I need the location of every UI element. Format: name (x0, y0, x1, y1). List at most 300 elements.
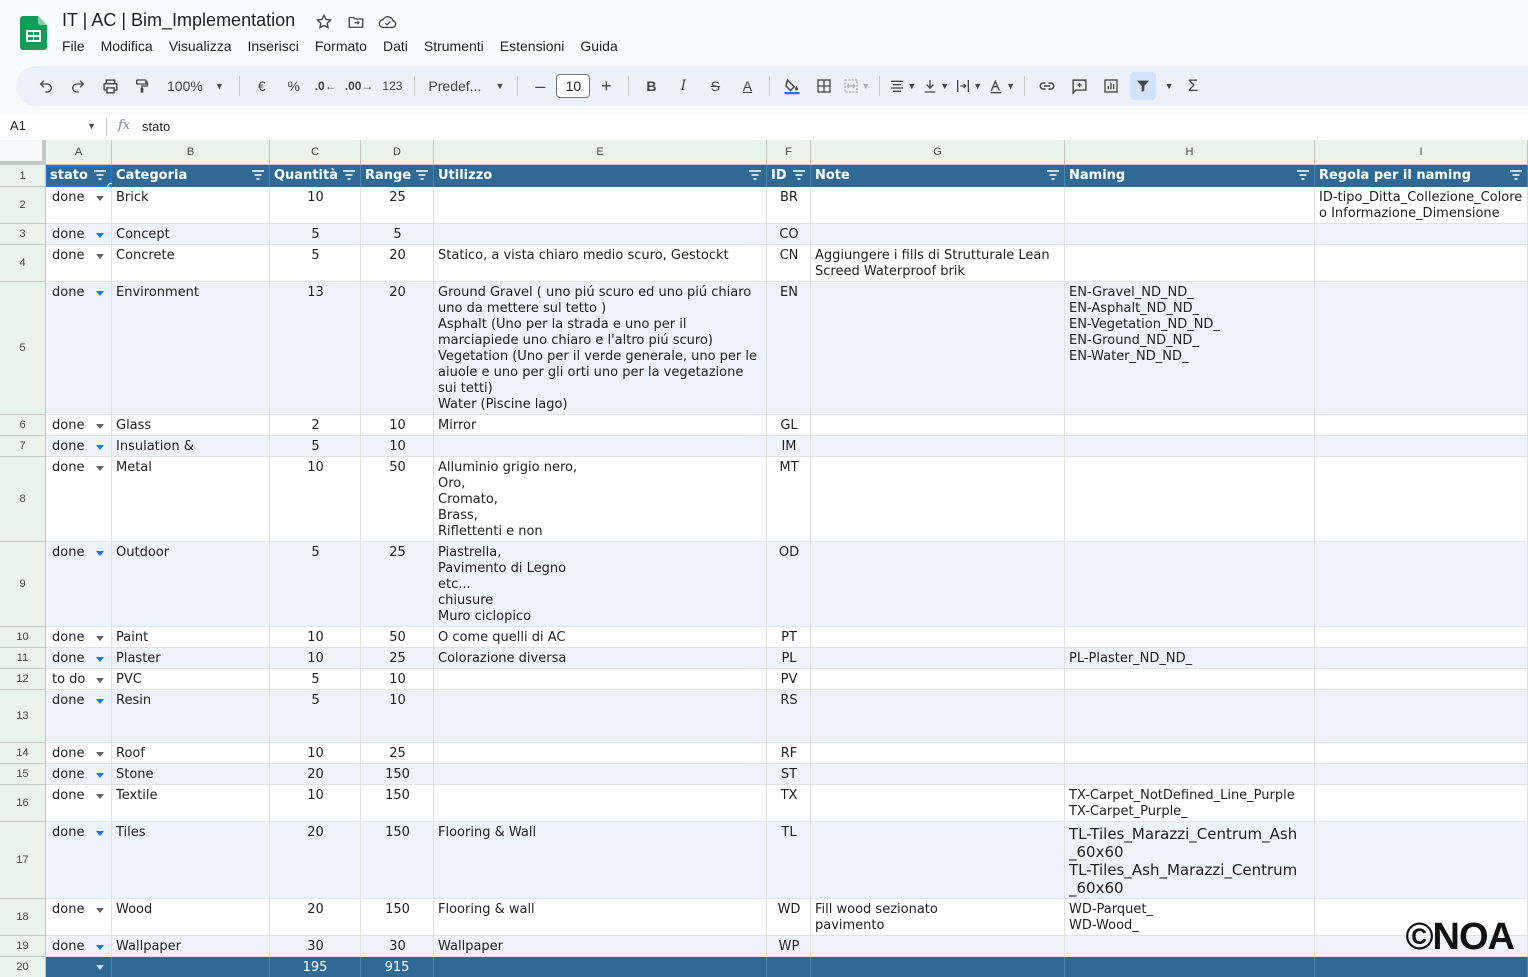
paint-format-icon[interactable] (129, 72, 155, 100)
cell-categoria[interactable]: Brick (112, 187, 270, 224)
cell-utilizzo[interactable]: Ground Gravel ( uno piú scuro ed uno piú chiaro uno da mettere sul tetto ) Asphalt (Uno per la strada e uno per il marciapiede uno chiaro e l'altro piú scuro) Vegetation (Uno per il verde generale, uno per le aiuole e uno per gli orti uno per la vegetazione sui tetti) Water (Piscine lago) (434, 282, 767, 415)
cell-utilizzo[interactable]: Flooring & wall (434, 899, 767, 936)
cell-note[interactable]: Aggiungere i fills di Strutturale Lean Screed Waterproof brik (811, 245, 1065, 282)
formula-input[interactable]: stato (142, 119, 171, 134)
cell-quantita[interactable]: 20 (270, 822, 361, 899)
filter-icon[interactable] (1297, 170, 1309, 180)
cell-id[interactable]: PV (767, 669, 811, 690)
cell-regola[interactable]: ID-tipo_Ditta_Collezione_Colore o Informazione_Dimensione (1315, 187, 1528, 224)
cell-id[interactable]: RF (767, 743, 811, 764)
cell-range[interactable]: 10 (361, 436, 434, 457)
text-wrapping-icon[interactable] (955, 72, 982, 100)
cell-naming[interactable]: WD-Parquet_ WD-Wood_ (1065, 899, 1315, 936)
total-cell-quantita[interactable]: 195 (270, 957, 361, 977)
cell-quantita[interactable]: 13 (270, 282, 361, 415)
cell-quantita[interactable]: 5 (270, 224, 361, 245)
dropdown-arrow-icon[interactable] (96, 773, 104, 778)
cell-naming[interactable]: PL-Plaster_ND_ND_ (1065, 648, 1315, 669)
row-header[interactable]: 2 (0, 187, 46, 224)
cell-categoria[interactable]: Roof (112, 743, 270, 764)
cell-note[interactable] (811, 785, 1065, 822)
cell-id[interactable]: BR (767, 187, 811, 224)
cell-id[interactable]: ST (767, 764, 811, 785)
column-header-g[interactable]: G (811, 140, 1065, 165)
menu-file[interactable]: File (62, 38, 85, 54)
cell-categoria[interactable]: PVC (112, 669, 270, 690)
dropdown-arrow-icon[interactable] (96, 466, 104, 471)
insert-link-icon[interactable] (1034, 72, 1060, 100)
redo-icon[interactable] (65, 72, 91, 100)
cell-naming[interactable] (1065, 627, 1315, 648)
name-box-value: A1 (10, 118, 26, 133)
row-header[interactable]: 12 (0, 669, 46, 690)
cell-stato[interactable] (46, 245, 112, 282)
cell-stato[interactable] (46, 936, 112, 957)
cell-id[interactable]: PT (767, 627, 811, 648)
filter-icon[interactable] (1130, 72, 1156, 100)
cell-naming[interactable] (1065, 690, 1315, 743)
filter-icon[interactable] (343, 170, 355, 180)
row-header[interactable]: 19 (0, 936, 46, 957)
row-header[interactable]: 18 (0, 899, 46, 936)
dropdown-arrow-icon[interactable] (96, 196, 104, 201)
total-cell-range[interactable]: 915 (361, 957, 434, 977)
cell-categoria[interactable]: Insulation & (112, 436, 270, 457)
dropdown-arrow-icon[interactable] (96, 908, 104, 913)
cell-naming[interactable] (1065, 436, 1315, 457)
cell-categoria[interactable]: Wallpaper (112, 936, 270, 957)
chevron-down-icon: ▼ (907, 81, 917, 91)
header-cell-categoria[interactable] (112, 165, 270, 187)
cell-categoria[interactable]: Tiles (112, 822, 270, 899)
cell-stato[interactable] (46, 648, 112, 669)
cell-categoria[interactable]: Environment (112, 282, 270, 415)
strikethrough-button[interactable]: S (710, 78, 721, 94)
header-cell-quantita[interactable] (270, 165, 361, 187)
cell-regola[interactable] (1315, 415, 1528, 436)
cell-stato[interactable] (46, 457, 112, 542)
total-cell-note[interactable] (811, 957, 1065, 977)
filter-views-icon[interactable] (1162, 72, 1174, 100)
cell-categoria[interactable]: Stone (112, 764, 270, 785)
status-value: done (52, 190, 85, 205)
text-color-button[interactable]: A (742, 78, 753, 94)
cell-quantita[interactable]: 5 (270, 669, 361, 690)
cell-naming[interactable]: TX-Carpet_NotDefined_Line_Purple TX-Carpet_Purple_ (1065, 785, 1315, 822)
cell-quantita[interactable]: 10 (270, 457, 361, 542)
filter-icon[interactable] (793, 170, 805, 180)
status-value: done (52, 248, 85, 263)
dropdown-arrow-icon[interactable] (96, 965, 104, 970)
star-icon[interactable] (314, 12, 334, 32)
column-header-a[interactable]: A (46, 140, 112, 165)
cell-range[interactable]: 25 (361, 743, 434, 764)
cell-range[interactable]: 20 (361, 282, 434, 415)
cell-stato[interactable] (46, 899, 112, 936)
row-header[interactable]: 20 (0, 957, 46, 977)
cell-quantita[interactable]: 5 (270, 690, 361, 743)
cell-range[interactable]: 20 (361, 245, 434, 282)
cell-range[interactable]: 25 (361, 648, 434, 669)
cell-categoria[interactable]: Plaster (112, 648, 270, 669)
cell-id[interactable]: CO (767, 224, 811, 245)
cell-categoria[interactable]: Metal (112, 457, 270, 542)
total-cell-id[interactable] (767, 957, 811, 977)
status-value: done (52, 693, 85, 708)
cell-stato[interactable] (46, 764, 112, 785)
header-cell-range[interactable] (361, 165, 434, 187)
cell-regola[interactable] (1315, 436, 1528, 457)
cell-naming[interactable] (1065, 224, 1315, 245)
cell-categoria[interactable]: Paint (112, 627, 270, 648)
cell-stato[interactable] (46, 743, 112, 764)
cell-note[interactable] (811, 415, 1065, 436)
cell-quantita[interactable]: 5 (270, 245, 361, 282)
row-header[interactable]: 1 (0, 165, 46, 187)
cell-note[interactable] (811, 224, 1065, 245)
menu-bar (54, 36, 626, 56)
cell-categoria[interactable]: Concept (112, 224, 270, 245)
cell-categoria[interactable]: Wood (112, 899, 270, 936)
cell-utilizzo[interactable]: Colorazione diversa (434, 648, 767, 669)
row-header[interactable]: 5 (0, 282, 46, 415)
dropdown-arrow-icon[interactable] (96, 657, 104, 662)
menu-guida[interactable]: Guida (580, 38, 618, 54)
cell-stato[interactable] (46, 542, 112, 627)
dropdown-arrow-icon[interactable] (96, 291, 104, 296)
column-header-c[interactable]: C (270, 140, 361, 165)
decrease-decimal-button[interactable] (313, 72, 339, 100)
cell-note[interactable] (811, 436, 1065, 457)
vertical-align-icon[interactable] (922, 72, 949, 100)
dropdown-arrow-icon[interactable] (96, 678, 104, 683)
merge-cells-icon[interactable] (843, 72, 870, 100)
cell-id[interactable]: TX (767, 785, 811, 822)
cell-categoria[interactable]: Glass (112, 415, 270, 436)
menu-formato[interactable]: Formato (314, 38, 367, 54)
menu-estensioni[interactable]: Estensioni (499, 38, 565, 54)
cell-utilizzo[interactable]: Alluminio grigio nero, Oro, Cromato, Brass, Riflettenti e non (434, 457, 767, 542)
cell-naming[interactable] (1065, 542, 1315, 627)
row-header[interactable]: 3 (0, 224, 46, 245)
dropdown-arrow-icon[interactable] (96, 551, 104, 556)
cell-range[interactable]: 150 (361, 785, 434, 822)
cell-range[interactable]: 5 (361, 224, 434, 245)
cell-utilizzo[interactable]: O come quelli di AC (434, 627, 767, 648)
column-header-i[interactable]: I (1315, 140, 1528, 165)
cell-note[interactable]: Fill wood sezionato pavimento (811, 899, 1065, 936)
cell-stato[interactable] (46, 785, 112, 822)
header-cell-note[interactable] (811, 165, 1065, 187)
cell-stato[interactable] (46, 669, 112, 690)
cell-note[interactable] (811, 627, 1065, 648)
cell-id[interactable]: RS (767, 690, 811, 743)
cell-regola[interactable] (1315, 542, 1528, 627)
column-header-e[interactable]: E (434, 140, 767, 165)
name-box[interactable] (10, 118, 96, 133)
filter-icon[interactable] (94, 170, 106, 180)
row-header[interactable]: 16 (0, 785, 46, 822)
cell-quantita[interactable]: 20 (270, 899, 361, 936)
menu-inserisci[interactable]: Inserisci (247, 38, 299, 54)
currency-format-button[interactable]: € (257, 78, 266, 94)
cell-stato[interactable] (46, 627, 112, 648)
cell-note[interactable] (811, 187, 1065, 224)
cell-id[interactable]: MT (767, 457, 811, 542)
cell-quantita[interactable]: 2 (270, 415, 361, 436)
increase-decimal-button[interactable] (345, 72, 374, 100)
row-header[interactable]: 9 (0, 542, 46, 627)
cell-regola[interactable] (1315, 282, 1528, 415)
cell-stato[interactable] (46, 415, 112, 436)
cell-regola[interactable] (1315, 743, 1528, 764)
cell-regola[interactable] (1315, 457, 1528, 542)
cell-range[interactable]: 50 (361, 627, 434, 648)
cell-note[interactable] (811, 542, 1065, 627)
spreadsheet-grid[interactable] (0, 140, 1528, 977)
cell-id[interactable]: PL (767, 648, 811, 669)
cell-quantita[interactable]: 5 (270, 542, 361, 627)
cell-naming[interactable]: EN-Gravel_ND_ND_ EN-Asphalt_ND_ND_ EN-Vegetation_ND_ND_ EN-Ground_ND_ND_ EN-Water_ND_ND_ (1065, 282, 1315, 415)
insert-chart-icon[interactable] (1098, 72, 1124, 100)
cell-note[interactable] (811, 457, 1065, 542)
cell-quantita[interactable]: 10 (270, 785, 361, 822)
dropdown-arrow-icon[interactable] (96, 752, 104, 757)
cell-utilizzo[interactable] (434, 669, 767, 690)
cell-regola[interactable] (1315, 224, 1528, 245)
total-cell-utilizzo[interactable] (434, 957, 767, 977)
cell-utilizzo[interactable] (434, 743, 767, 764)
decrease-font-size-button[interactable]: – (535, 75, 546, 96)
cell-stato[interactable] (46, 224, 112, 245)
dropdown-arrow-icon[interactable] (96, 699, 104, 704)
menu-dati[interactable]: Dati (382, 38, 408, 54)
menu-visualizza[interactable]: Visualizza (168, 38, 232, 54)
row-header[interactable]: 15 (0, 764, 46, 785)
horizontal-align-icon[interactable] (889, 72, 916, 100)
move-folder-icon[interactable] (346, 12, 366, 32)
cell-range[interactable]: 10 (361, 690, 434, 743)
total-cell-categoria[interactable] (112, 957, 270, 977)
cell-categoria[interactable]: Resin (112, 690, 270, 743)
total-cell-stato[interactable] (46, 957, 112, 977)
total-cell-naming[interactable] (1065, 957, 1315, 977)
cell-id[interactable]: IM (767, 436, 811, 457)
cell-range[interactable]: 10 (361, 415, 434, 436)
cell-naming[interactable] (1065, 743, 1315, 764)
filter-icon[interactable] (252, 170, 264, 180)
cell-note[interactable] (811, 743, 1065, 764)
cell-regola[interactable] (1315, 245, 1528, 282)
cell-range[interactable]: 150 (361, 822, 434, 899)
header-label: Range (365, 168, 412, 183)
cell-note[interactable] (811, 822, 1065, 899)
cell-regola[interactable] (1315, 690, 1528, 743)
menu-modifica[interactable]: Modifica (100, 38, 153, 54)
cell-id[interactable]: WD (767, 899, 811, 936)
cell-utilizzo[interactable] (434, 187, 767, 224)
cloud-status-icon[interactable] (378, 12, 398, 32)
bold-button[interactable]: B (646, 78, 657, 94)
cell-utilizzo[interactable] (434, 785, 767, 822)
cell-categoria[interactable]: Concrete (112, 245, 270, 282)
title-bar (0, 0, 1528, 64)
cell-note[interactable] (811, 764, 1065, 785)
cell-utilizzo[interactable]: Mirror (434, 415, 767, 436)
cell-quantita[interactable]: 10 (270, 743, 361, 764)
cell-naming[interactable] (1065, 764, 1315, 785)
cell-stato[interactable] (46, 690, 112, 743)
header-cell-naming[interactable] (1065, 165, 1315, 187)
status-value: done (52, 902, 85, 917)
total-cell-regola[interactable] (1315, 957, 1528, 977)
cell-categoria[interactable]: Textile (112, 785, 270, 822)
cell-utilizzo[interactable] (434, 764, 767, 785)
dropdown-arrow-icon[interactable] (96, 831, 104, 836)
row-header[interactable]: 13 (0, 690, 46, 743)
cell-stato[interactable] (46, 282, 112, 415)
document-title[interactable]: IT | AC | Bim_Implementation (62, 10, 296, 30)
font-family-value: Predef... (428, 78, 482, 94)
cell-categoria[interactable]: Outdoor (112, 542, 270, 627)
row-header[interactable]: 4 (0, 245, 46, 282)
column-header-f[interactable]: F (767, 140, 811, 165)
row-header[interactable]: 6 (0, 415, 46, 436)
column-header-b[interactable]: B (112, 140, 270, 165)
fill-color-icon[interactable] (779, 72, 805, 100)
cell-quantita[interactable]: 30 (270, 936, 361, 957)
sheets-logo-icon[interactable] (20, 16, 47, 50)
more-formats-button[interactable]: 123 (382, 79, 403, 93)
row-header[interactable]: 14 (0, 743, 46, 764)
filter-icon[interactable] (1510, 170, 1522, 180)
cell-range[interactable]: 30 (361, 936, 434, 957)
cell-note[interactable] (811, 669, 1065, 690)
cell-stato[interactable] (46, 436, 112, 457)
cell-regola[interactable] (1315, 822, 1528, 899)
menu-strumenti[interactable]: Strumenti (423, 38, 484, 54)
cell-utilizzo[interactable]: Piastrella, Pavimento di Legno etc... chiusure Muro ciclopico (434, 542, 767, 627)
cell-note[interactable] (811, 648, 1065, 669)
cell-regola[interactable] (1315, 627, 1528, 648)
cell-naming[interactable] (1065, 187, 1315, 224)
cell-range[interactable]: 25 (361, 187, 434, 224)
cell-quantita[interactable]: 20 (270, 764, 361, 785)
cell-range[interactable]: 150 (361, 764, 434, 785)
cell-range[interactable]: 150 (361, 899, 434, 936)
dropdown-arrow-icon[interactable] (96, 424, 104, 429)
cell-naming[interactable] (1065, 245, 1315, 282)
cell-utilizzo[interactable]: Wallpaper (434, 936, 767, 957)
dropdown-arrow-icon[interactable] (96, 445, 104, 450)
cell-utilizzo[interactable] (434, 690, 767, 743)
header-cell-regola[interactable] (1315, 165, 1528, 187)
cell-id[interactable]: EN (767, 282, 811, 415)
status-value: done (52, 788, 85, 803)
cell-quantita[interactable]: 10 (270, 187, 361, 224)
font-size-input[interactable]: 10 (556, 74, 590, 98)
filter-icon[interactable] (749, 170, 761, 180)
cell-regola[interactable] (1315, 764, 1528, 785)
header-cell-utilizzo[interactable] (434, 165, 767, 187)
functions-icon[interactable]: Σ (1187, 76, 1199, 95)
cell-regola[interactable] (1315, 669, 1528, 690)
cell-note[interactable] (811, 936, 1065, 957)
cell-quantita[interactable]: 5 (270, 436, 361, 457)
borders-icon[interactable] (811, 72, 837, 100)
cell-note[interactable] (811, 690, 1065, 743)
header-cell-stato[interactable] (46, 165, 112, 187)
cell-naming[interactable] (1065, 936, 1315, 957)
select-all-corner[interactable] (0, 140, 46, 165)
dropdown-arrow-icon[interactable] (96, 636, 104, 641)
row-header[interactable]: 17 (0, 822, 46, 899)
formula-bar (0, 114, 1528, 140)
cell-naming[interactable] (1065, 457, 1315, 542)
cell-utilizzo[interactable] (434, 436, 767, 457)
cell-note[interactable] (811, 282, 1065, 415)
cell-id[interactable]: GL (767, 415, 811, 436)
cell-naming[interactable] (1065, 669, 1315, 690)
column-header-d[interactable]: D (361, 140, 434, 165)
font-family-select[interactable] (424, 72, 508, 100)
cell-id[interactable]: WP (767, 936, 811, 957)
cell-regola[interactable] (1315, 785, 1528, 822)
header-cell-id[interactable] (767, 165, 811, 187)
cell-id[interactable]: OD (767, 542, 811, 627)
cell-naming[interactable] (1065, 415, 1315, 436)
cell-range[interactable]: 25 (361, 542, 434, 627)
row-header[interactable]: 11 (0, 648, 46, 669)
row-header[interactable]: 7 (0, 436, 46, 457)
cell-naming[interactable]: TL-Tiles_Marazzi_Centrum_Ash _60x60 TL-Tiles_Ash_Marazzi_Centrum _60x60 (1065, 822, 1315, 899)
decrease-decimal-label: .0 (314, 79, 325, 93)
increase-font-size-button[interactable]: + (601, 75, 612, 96)
insert-comment-icon[interactable] (1066, 72, 1092, 100)
dropdown-arrow-icon[interactable] (96, 233, 104, 238)
cell-regola[interactable] (1315, 648, 1528, 669)
cell-range[interactable]: 10 (361, 669, 434, 690)
cell-utilizzo[interactable] (434, 224, 767, 245)
toolbar-divider (1024, 76, 1025, 96)
text-rotation-icon[interactable] (988, 72, 1015, 100)
dropdown-arrow-icon[interactable] (96, 794, 104, 799)
dropdown-arrow-icon[interactable] (96, 945, 104, 950)
percent-format-button[interactable]: % (287, 78, 300, 94)
zoom-select[interactable] (161, 72, 230, 100)
filter-icon[interactable] (1047, 170, 1059, 180)
cell-quantita[interactable]: 10 (270, 627, 361, 648)
header-label: stato (50, 168, 88, 183)
filter-icon[interactable] (416, 170, 428, 180)
cell-utilizzo[interactable]: Flooring & Wall (434, 822, 767, 899)
row-header[interactable]: 8 (0, 457, 46, 542)
status-value: done (52, 746, 85, 761)
print-icon[interactable] (97, 72, 123, 100)
column-header-h[interactable]: H (1065, 140, 1315, 165)
cell-stato[interactable] (46, 822, 112, 899)
cell-quantita[interactable]: 10 (270, 648, 361, 669)
cell-utilizzo[interactable]: Statico, a vista chiaro medio scuro, Gestockt (434, 245, 767, 282)
dropdown-arrow-icon[interactable] (96, 254, 104, 259)
undo-icon[interactable] (33, 72, 59, 100)
italic-button[interactable]: I (680, 78, 687, 94)
cell-id[interactable]: CN (767, 245, 811, 282)
cell-stato[interactable] (46, 187, 112, 224)
cell-range[interactable]: 50 (361, 457, 434, 542)
row-header[interactable]: 10 (0, 627, 46, 648)
cell-id[interactable]: TL (767, 822, 811, 899)
